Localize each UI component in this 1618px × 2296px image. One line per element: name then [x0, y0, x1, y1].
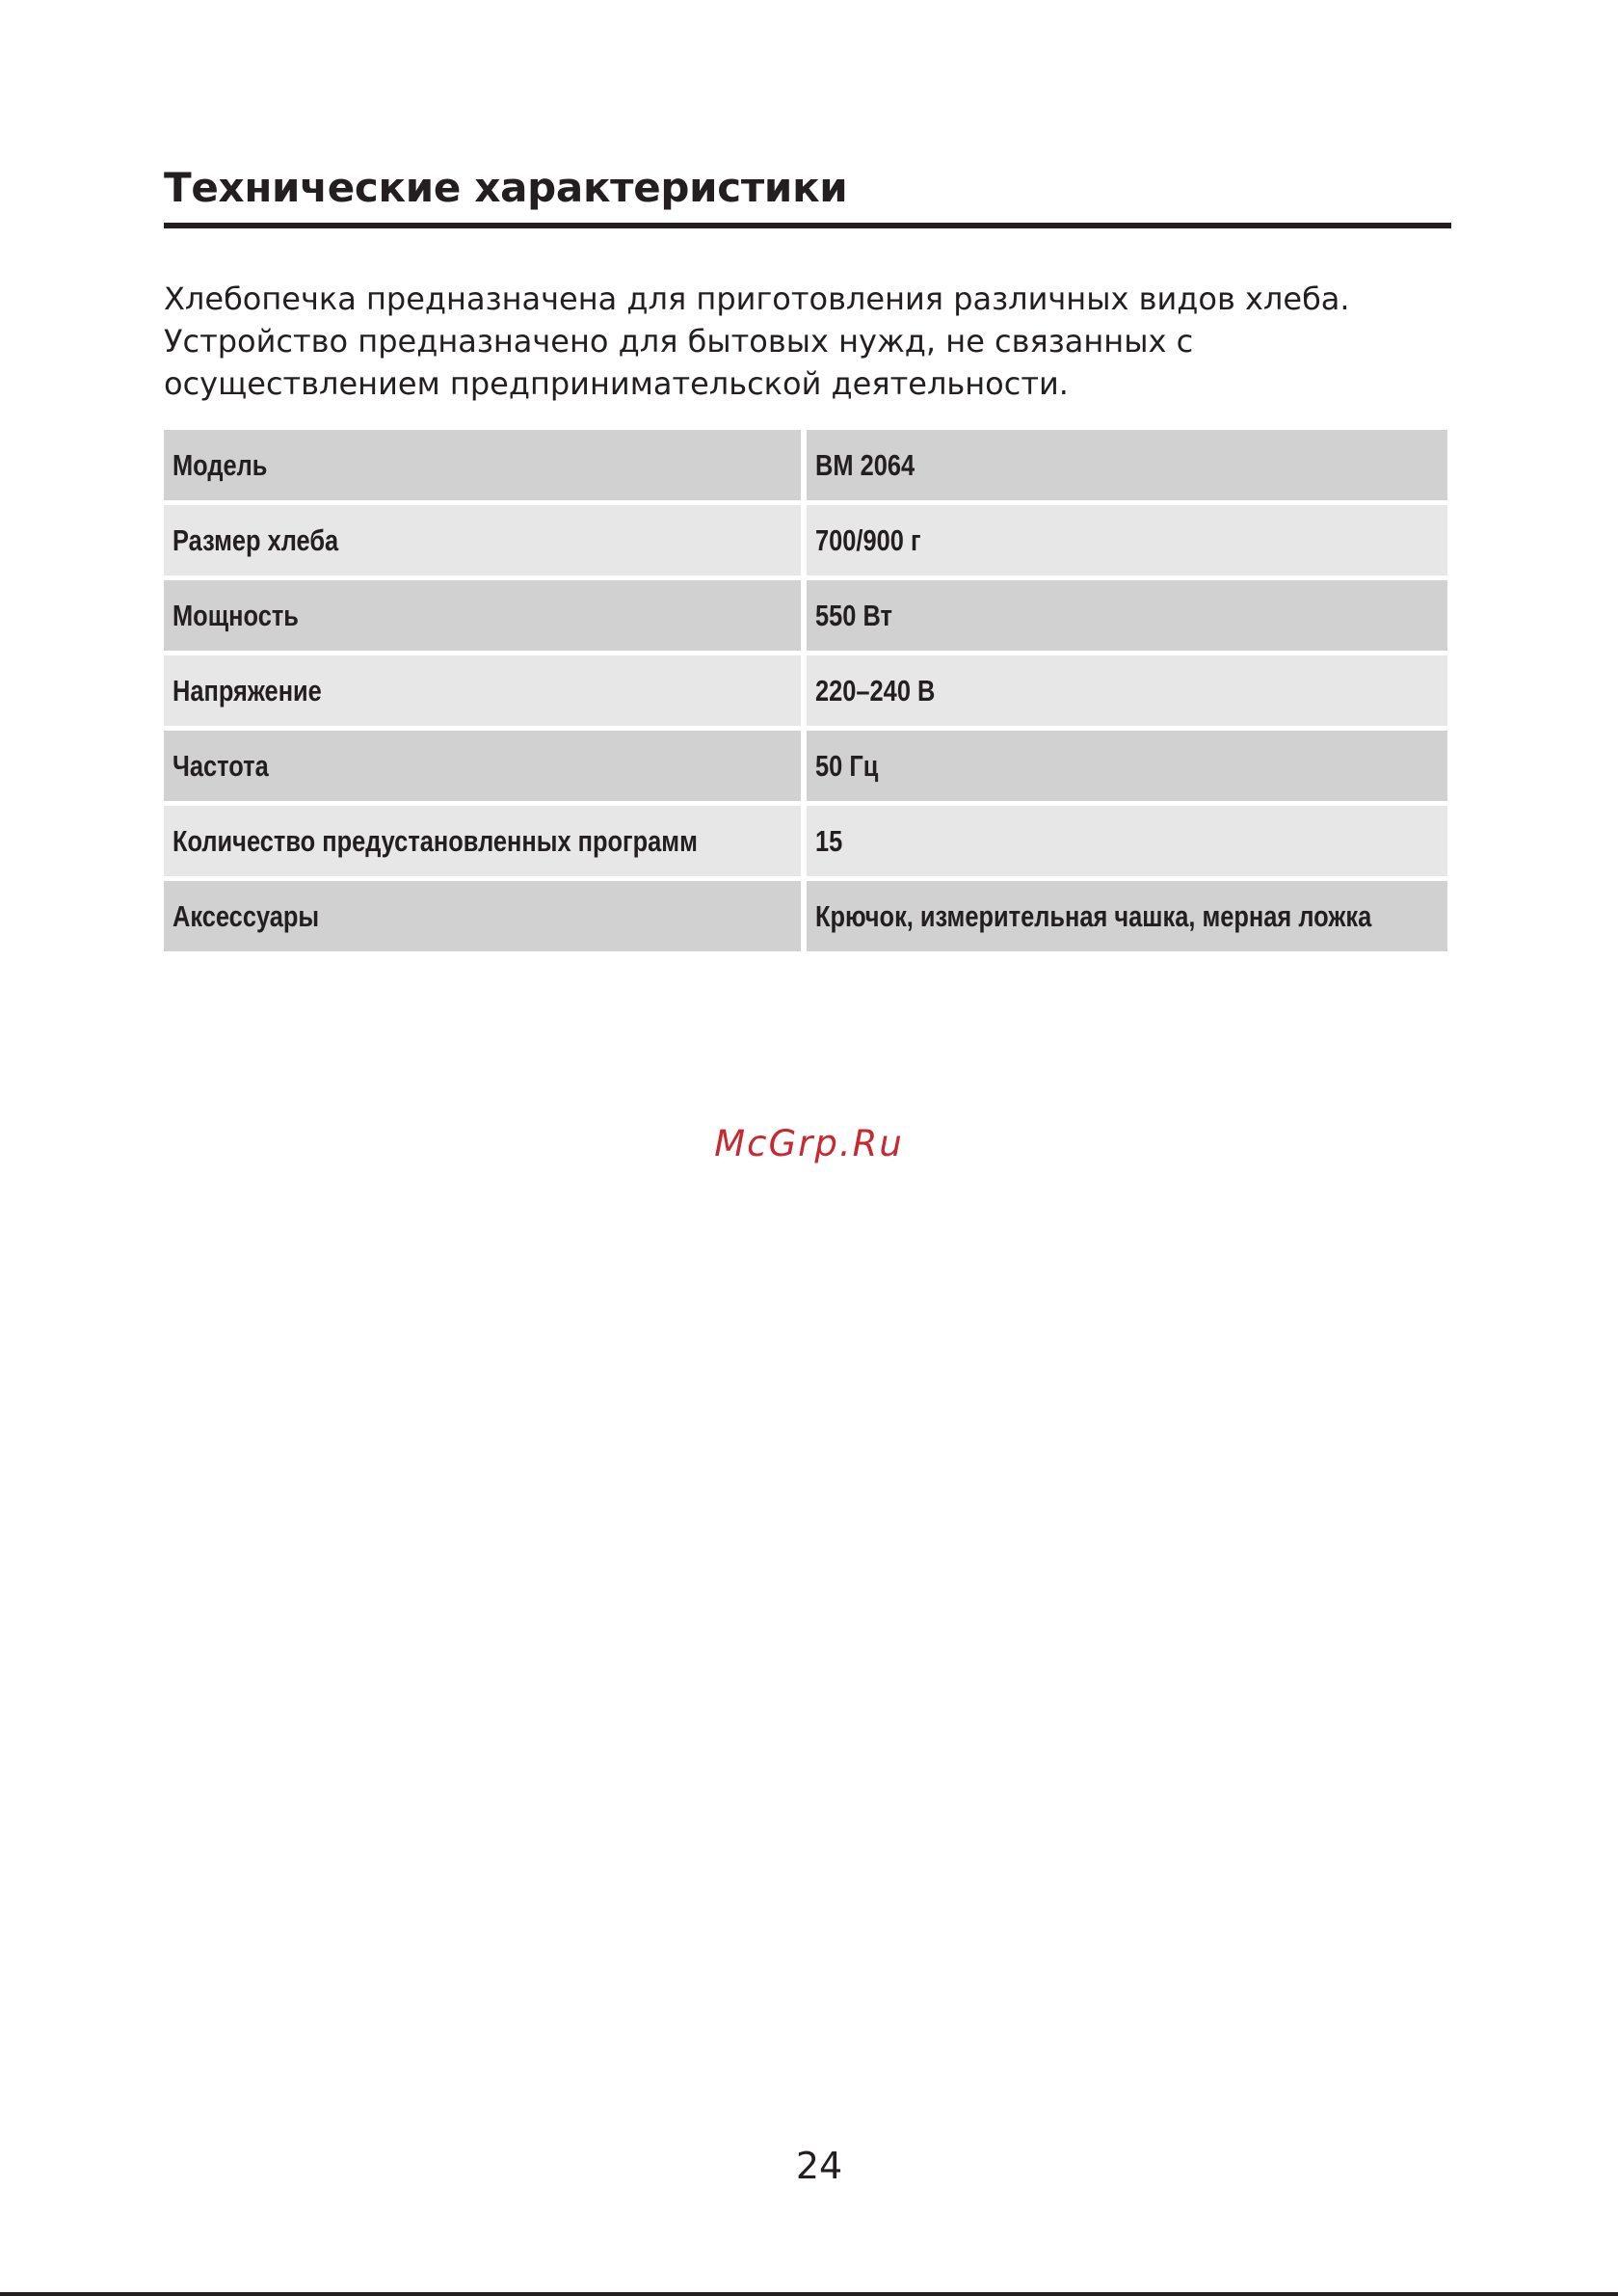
spec-value-text: 550 Вт — [815, 598, 892, 632]
spec-label — [164, 430, 801, 500]
spec-value — [807, 505, 1447, 575]
spec-value — [807, 806, 1447, 876]
spec-label — [164, 731, 801, 801]
spec-row-power — [164, 580, 1447, 655]
spec-value-text: 15 — [815, 823, 843, 858]
spec-table — [164, 430, 1447, 956]
spec-row-loaf-size — [164, 505, 1447, 580]
intro-paragraph: Хлебопечка предназначена для приготовления различных видов хлеба. Устройство предназначено для бытовых нужд, не связанных с осуществлением предпринимательской деятельности. — [164, 280, 1350, 402]
page-title: Технические характеристики — [164, 164, 848, 211]
spec-label — [164, 806, 801, 876]
spec-value-text: BM 2064 — [815, 447, 915, 482]
watermark-text: McGrp.Ru — [714, 1123, 904, 1164]
spec-label-text: Аксессуары — [172, 898, 320, 933]
spec-row-voltage — [164, 655, 1447, 731]
spec-value — [807, 430, 1447, 500]
spec-label-text: Напряжение — [172, 673, 322, 707]
spec-label — [164, 580, 801, 651]
spec-label — [164, 881, 801, 951]
spec-value-text: 220–240 В — [815, 673, 936, 707]
spec-value — [807, 580, 1447, 651]
spec-value — [807, 655, 1447, 726]
spec-value-text: Крючок, измерительная чашка, мерная ложка — [815, 898, 1372, 933]
spec-value-text: 700/900 г — [815, 522, 921, 557]
spec-label-text: Частота — [172, 748, 269, 783]
page-number: 24 — [795, 2145, 843, 2187]
spec-row-model — [164, 430, 1447, 505]
spec-row-accessories — [164, 881, 1447, 956]
spec-label — [164, 655, 801, 726]
spec-label-text: Мощность — [172, 598, 299, 632]
spec-label-text: Размер хлеба — [172, 522, 339, 557]
spec-label-text: Количество предустановленных программ — [172, 823, 698, 858]
spec-value — [807, 731, 1447, 801]
bottom-edge-rule — [0, 2292, 1618, 2296]
spec-row-programs — [164, 806, 1447, 881]
title-underline — [164, 223, 1451, 228]
spec-value-text: 50 Гц — [815, 748, 879, 783]
spec-label-text: Модель — [172, 447, 268, 482]
spec-label — [164, 505, 801, 575]
spec-row-frequency — [164, 731, 1447, 806]
spec-value — [807, 881, 1447, 951]
